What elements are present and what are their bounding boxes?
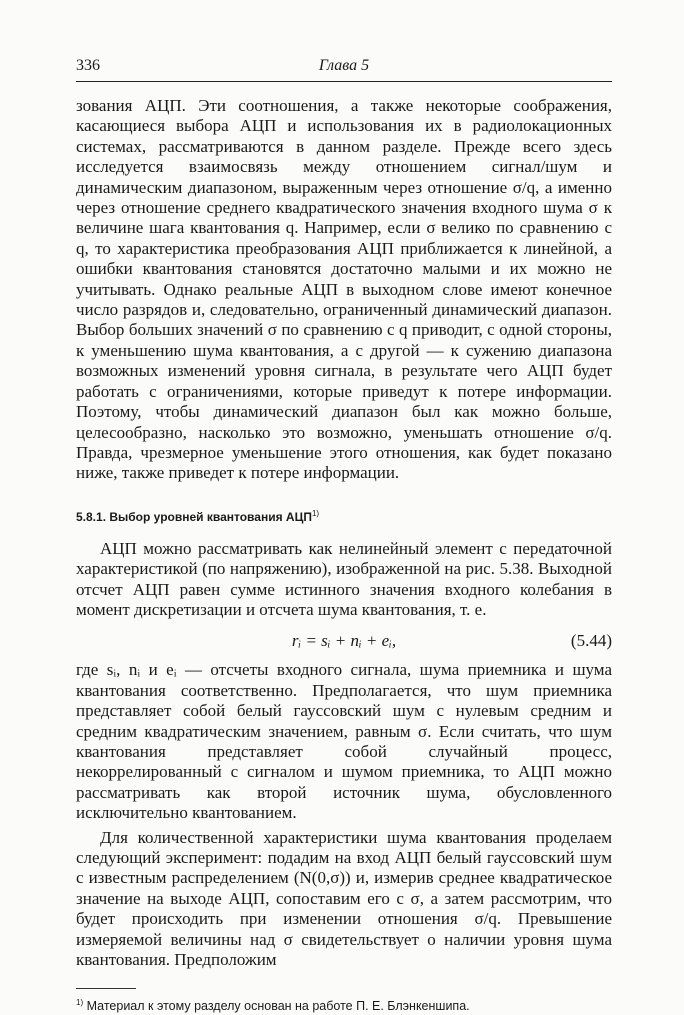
equation-number: (5.44) <box>570 631 612 651</box>
header-rule <box>76 81 612 82</box>
footnote-mark: 1) <box>76 998 84 1008</box>
section-heading <box>76 506 612 525</box>
footnote-text: Материал к этому разделу основан на работе П. Е. Блэнкеншипа. <box>86 999 470 1014</box>
footnote-rule <box>76 988 136 989</box>
paragraph-intro: зования АЦП. Эти соотношения, а также некоторые соображения, касающиеся выбора АЦП и использования их в радиолокационных системах, рассматриваются в данном разделе. Прежде всего здесь исследуется взаимосвязь между отношением сигнал/шум и динамическим диапазоном, выраженным через отношение σ/q, а именно через отношение среднего квадратического значения входного шума σ к величине шага квантования q. Например, если σ велико по сравнению с q, то характеристика преобразования АЦП приближается к линейной, а ошибки квантования становятся достаточно малыми и их можно не учитывать. Однако реальные АЦП в выходном слове имеют конечное число разрядов и, следовательно, ограниченный динамический диапазон. Выбор больших значений σ по сравнению с q приводит, с одной стороны, к уменьшению шума квантования, а с другой — к сужению диапазона возможных изменений уровня сигнала, в результате чего АЦП будет работать с ограничениями, которые приведут к потере информации. Поэтому, чтобы динамический диапазон был как можно больше, целесообразно, насколько это возможно, уменьшать отношение σ/q. Правда, чрезмерное уменьшение этого отношения, как будет показано ниже, также приведет к потере информации. <box>76 96 612 483</box>
page-body <box>76 96 612 1015</box>
book-page <box>76 54 612 1014</box>
section-title: 5.8.1. Выбор уровней квантования АЦП <box>76 509 312 524</box>
equation-formula: rᵢ = sᵢ + nᵢ + eᵢ, <box>291 631 397 651</box>
section-footnote-mark: 1) <box>311 508 320 518</box>
paragraph-section-intro: АЦП можно рассматривать как нелинейный элемент с передаточной характеристикой (по напряжению), изображенной на рис. 5.38. Выходной отсчет АЦП равен сумме истинного значения входного колебания в момент дискретизации и отсчета шума квантования, т. е. <box>76 538 612 619</box>
footnote <box>76 995 612 1014</box>
chapter-title: Глава 5 <box>318 57 370 74</box>
page-number: 336 <box>76 57 100 74</box>
paragraph-experiment: Для количественной характеристики шума квантования проделаем следующий эксперимент: подадим на вход АЦП белый гауссовский шум с известным распределением (N(0,σ)) и, измерив среднее квадратическое значение на выходе АЦП, сопоставим его с σ, а затем рассмотрим, что будет происходить при изменении отношения σ/q. Превышение измеряемой величины над σ свидетельствует о наличии уровня шума квантования. Предположим <box>76 827 612 970</box>
paragraph-after-equation: где sᵢ, nᵢ и eᵢ — отсчеты входного сигнала, шума приемника и шума квантования соответственно. Предполагается, что шум приемника представляет собой белый гауссовский шум с нулевым средним и средним квадратическим значением, равным σ. Если считать, что шум квантования представляет собой случайный процесс, некоррелированный с сигналом и шумом приемника, то АЦП можно рассматривать как второй источник шума, обусловленного исключительно квантованием. <box>76 660 612 823</box>
equation-5-44 <box>76 626 612 656</box>
running-header <box>76 54 612 78</box>
